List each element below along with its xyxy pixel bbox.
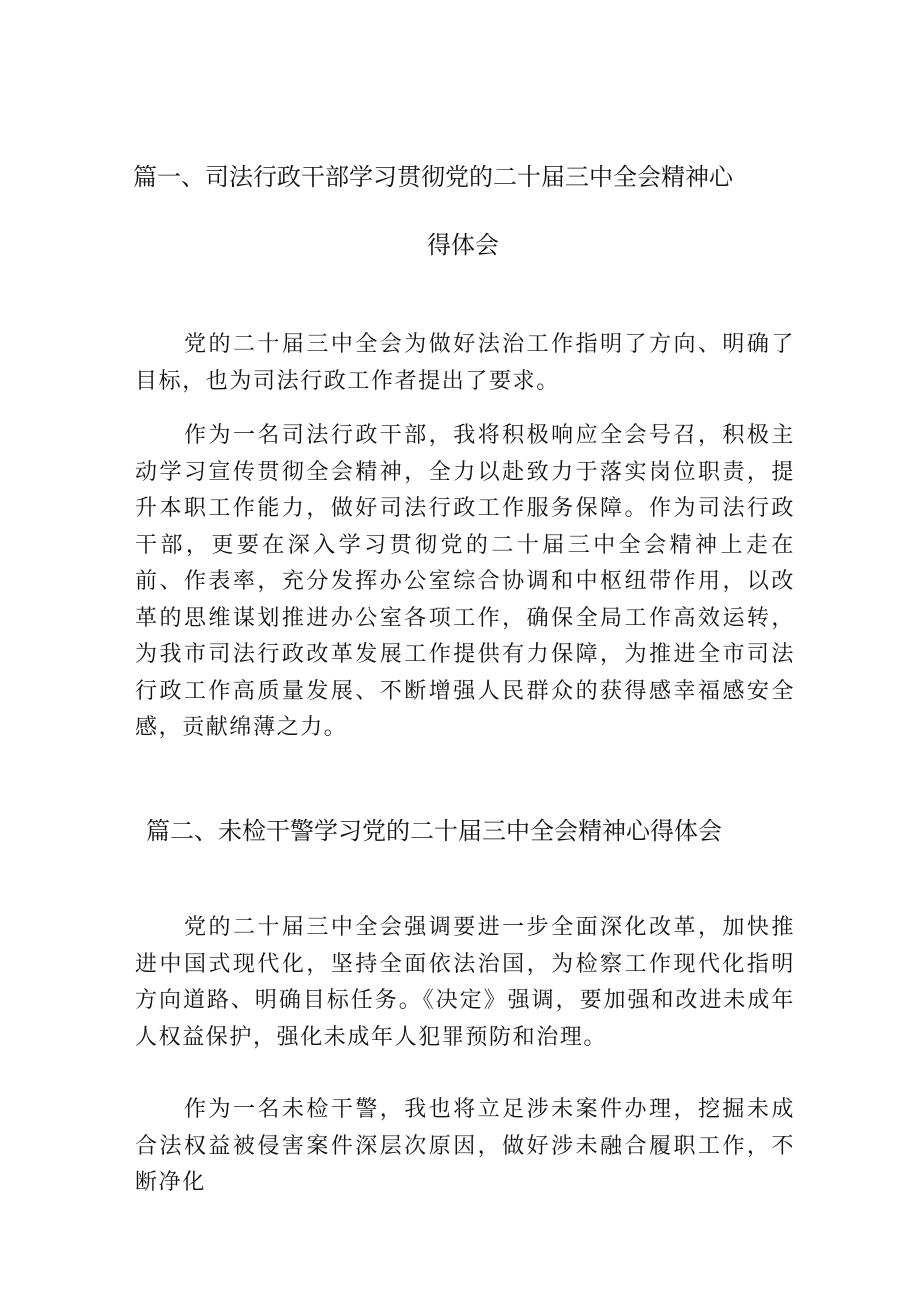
section2-paragraph-2: 作为一名未检干警，我也将立足涉未案件办理，挖掘未成合法权益被侵害案件深层次原因，做好涉未融合履职工作，不断净化 [135,1097,795,1195]
section1-paragraph-1: 党的二十届三中全会为做好法治工作指明了方向、明确了目标，也为司法行政工作者提出了要求。 [135,332,795,394]
section1-paragraph-2: 作为一名司法行政干部，我将积极响应全会号召，积极主动学习宣传贯彻全会精神，全力以赴致力于落实岗位职责，提升本职工作能力，做好司法行政工作服务保障。作为司法行政干部，更要在深入学习贯彻党的二十届三中全会精神上走在前、作表率，充分发挥办公室综合协调和中枢纽带作用，以改革的思维谋划推进办公室各项工作，确保全局工作高效运转，为我市司法行政改革发展工作提供有力保障，为推进全市司法行政工作高质量发展、不断增强人民群众的获得感幸福感安全感，贡献绵薄之力。 [135,423,795,740]
section2-paragraph-1: 党的二十届三中全会强调要进一步全面深化改革，加快推进中国式现代化，坚持全面依法治国，为检察工作现代化指明方向道路、明确目标任务。《决定》强调，要加强和改进未成年人权益保护，强化未成年人犯罪预防和治理。 [135,915,795,1050]
section1-title-line1: 篇一、司法行政干部学习贯彻党的二十届三中全会精神心 [133,163,733,191]
section2-title: 篇二、未检干警学习党的二十届三中全会精神心得体会 [146,817,722,845]
section1-title-line2: 得体会 [427,231,499,259]
